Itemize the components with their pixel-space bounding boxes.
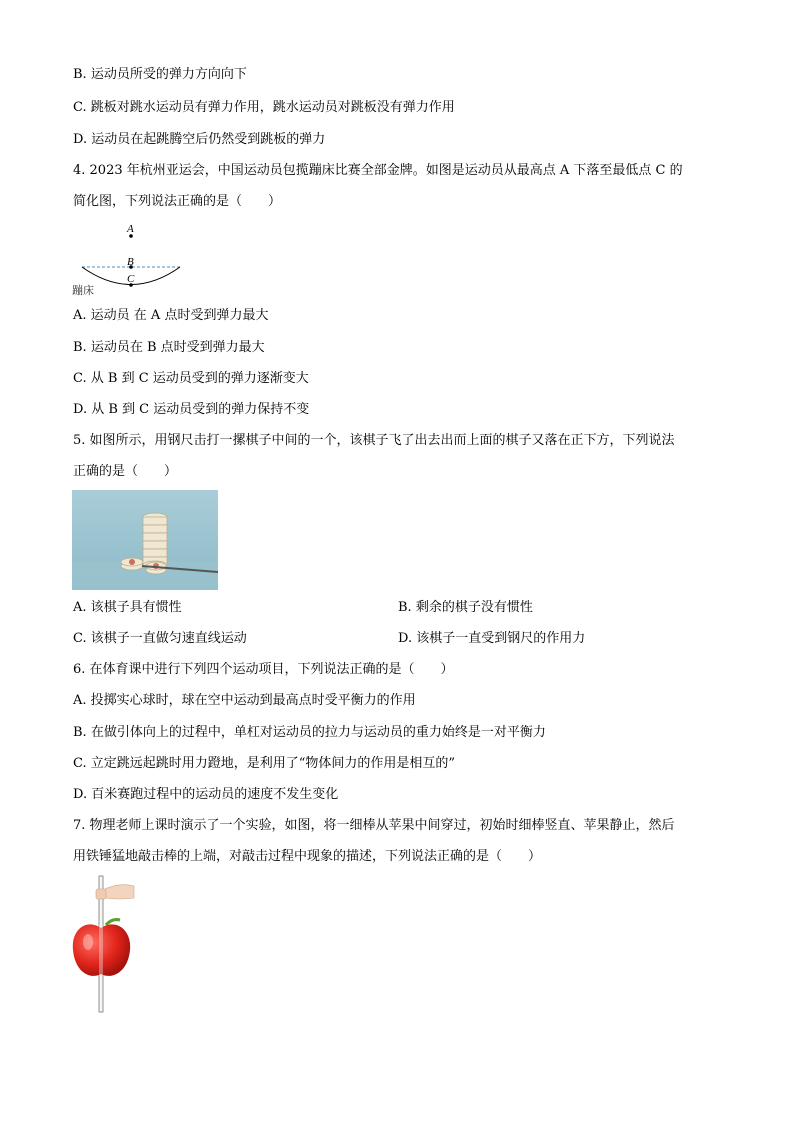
q5-option-b: B. 剩余的棋子没有惯性 — [398, 600, 533, 615]
q4-stem-line1: 4. 2023 年杭州亚运会，中国运动员包揽蹦床比赛全部金牌。如图是运动员从最高点 A 下落至最低点 C 的 — [73, 163, 683, 178]
q4-option-d: D. 从 B 到 C 运动员受到的弹力保持不变 — [73, 402, 310, 417]
apple-rod-figure — [68, 872, 144, 1014]
q3-option-d: D. 运动员在起跳腾空后仍然受到跳板的弹力 — [73, 132, 326, 147]
point-b-label: B — [127, 256, 134, 268]
chess-stack-image — [72, 490, 218, 590]
q7-stem-line1: 7. 物理老师上课时演示了一个实验，如图，将一细棒从苹果中间穿过，初始时细棒竖直、苹果静止，然后 — [73, 818, 675, 833]
trampoline-diagram — [70, 220, 190, 298]
q6-option-a: A. 投掷实心球时，球在空中运动到最高点时受平衡力的作用 — [73, 693, 416, 708]
q6-option-c: C. 立定跳远起跳时用力蹬地，是利用了“物体间力的作用是相互的” — [73, 756, 456, 771]
q5-option-a: A. 该棋子具有惯性 — [73, 600, 182, 615]
q5-stem-line1: 5. 如图所示，用钢尺击打一摞棋子中间的一个，该棋子飞了出去出而上面的棋子又落在正下方，下列说法 — [73, 433, 675, 448]
q5-stem-line2: 正确的是（ ） — [73, 464, 178, 479]
q4-stem-line2: 简化图，下列说法正确的是（ ） — [73, 194, 282, 209]
q6-option-d: D. 百米赛跑过程中的运动员的速度不发生变化 — [73, 787, 339, 802]
q3-option-b: B. 运动员所受的弹力方向向下 — [73, 67, 247, 82]
q6-stem: 6. 在体育课中进行下列四个运动项目，下列说法正确的是（ ） — [73, 662, 454, 677]
chess-stack-photo — [72, 490, 218, 590]
q7-stem-line2: 用铁锤猛地敲击棒的上端，对敲击过程中现象的描述，下列说法正确的是（ ） — [73, 849, 542, 864]
q6-option-b: B. 在做引体向上的过程中，单杠对运动员的拉力与运动员的重力始终是一对平衡力 — [73, 725, 546, 740]
trampoline-label: 蹦床 — [72, 284, 94, 297]
trampoline-figure — [70, 220, 190, 298]
point-a-label: A — [127, 223, 134, 235]
q5-option-c: C. 该棋子一直做匀速直线运动 — [73, 631, 247, 646]
q3-option-c: C. 跳板对跳水运动员有弹力作用，跳水运动员对跳板没有弹力作用 — [73, 100, 455, 115]
q4-option-a: A. 运动员 在 A 点时受到弹力最大 — [73, 308, 269, 323]
q4-option-b: B. 运动员在 B 点时受到弹力最大 — [73, 340, 265, 355]
q5-option-d: D. 该棋子一直受到钢尺的作用力 — [398, 631, 586, 646]
q4-option-c: C. 从 B 到 C 运动员受到的弹力逐渐变大 — [73, 371, 309, 386]
apple-rod-illustration — [68, 872, 144, 1014]
point-c-label: C — [127, 273, 135, 285]
